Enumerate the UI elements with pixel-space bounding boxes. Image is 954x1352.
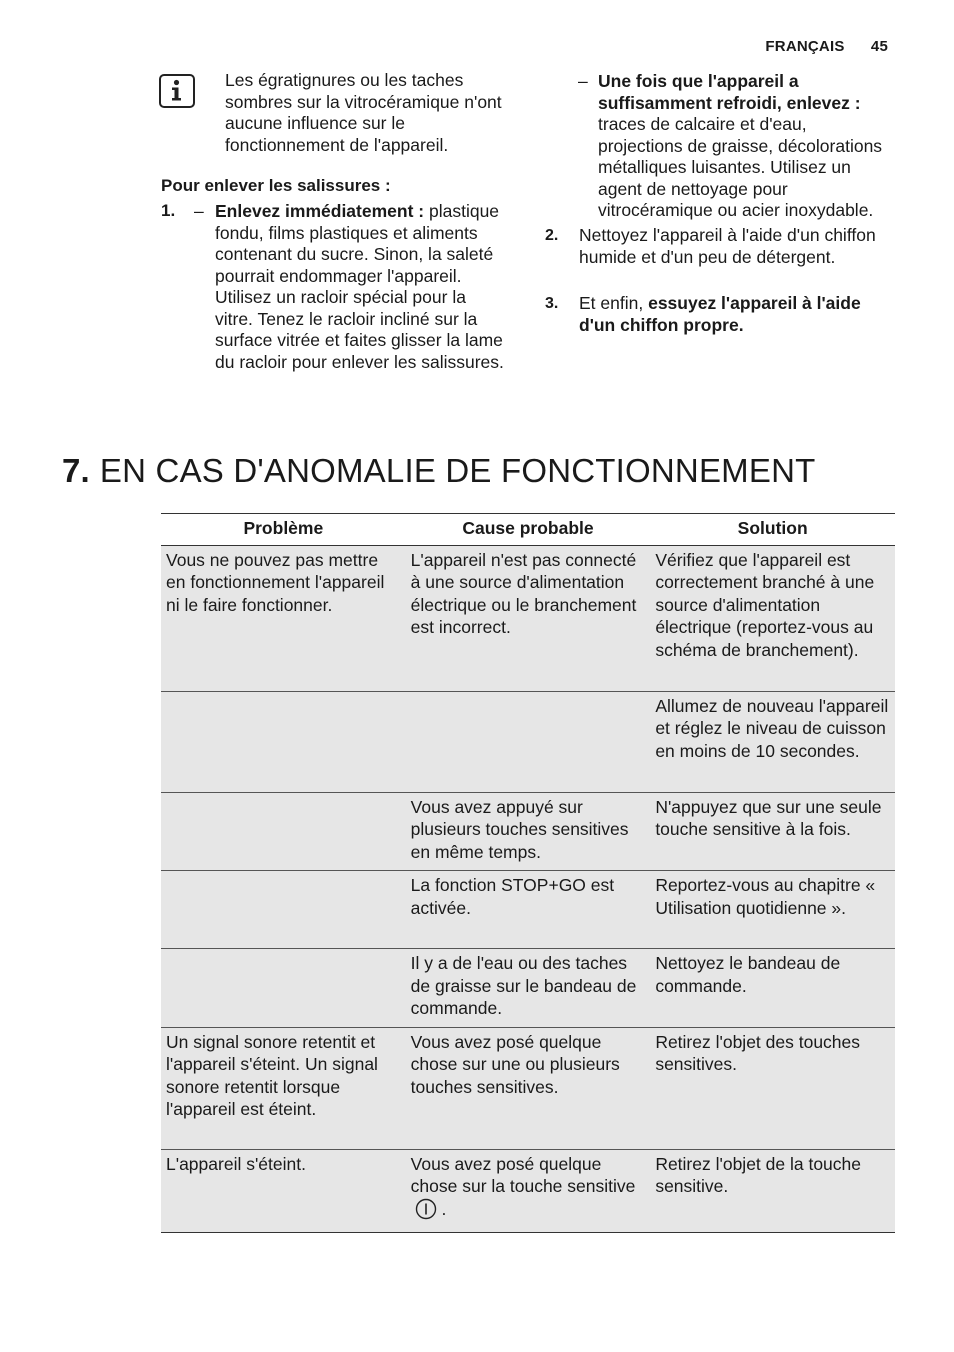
step-3-text <box>579 293 897 336</box>
step-1-number: 1. <box>161 201 176 220</box>
cell-cause-suffix: . <box>441 1198 447 1219</box>
cell-problem: Vous ne pouvez pas mettre en fonctionnement l'appareil ni le faire fonctionner. <box>161 545 406 691</box>
table-row <box>161 1149 895 1233</box>
table-row <box>161 792 895 871</box>
cell-problem <box>161 792 406 871</box>
step-1b-body: traces de calcaire et d'eau, projections de graisse, décolorations métalliques luisantes. Utilisez un agent de nettoyage pour vitrocéramique ou acier inoxydable. <box>598 114 883 220</box>
step-3-bold: essuyez l'appareil à l'aide d'un chiffon propre. <box>579 293 861 335</box>
cell-solution: Vérifiez que l'appareil est correctement branché à une source d'alimentation électrique (reportez-vous au schéma de branchement). <box>650 545 895 691</box>
section-title-text: EN CAS D'ANOMALIE DE FONCTIONNEMENT <box>99 452 816 489</box>
cell-problem <box>161 691 406 792</box>
step-1b-dash: – <box>578 71 588 91</box>
cell-problem <box>161 871 406 949</box>
cell-cause: Il y a de l'eau ou des taches de graisse sur le bandeau de commande. <box>406 949 651 1028</box>
cell-cause: La fonction STOP+GO est activée. <box>406 871 651 949</box>
page-header <box>765 38 888 55</box>
header-language: FRANÇAIS <box>765 38 845 55</box>
cell-cause: Vous avez appuyé sur plusieurs touches sensitives en même temps. <box>406 792 651 871</box>
cell-solution: N'appuyez que sur une seule touche sensitive à la fois. <box>650 792 895 871</box>
step-2-text: Nettoyez l'appareil à l'aide d'un chiffon humide et d'un peu de détergent. <box>579 225 876 267</box>
troubleshooting-table <box>161 513 895 1233</box>
cell-problem <box>161 949 406 1028</box>
step-1-bold: Enlevez immédiatement : <box>215 201 425 221</box>
cleaning-subheading: Pour enlever les salissures : <box>161 176 391 195</box>
power-icon <box>415 1198 437 1226</box>
header-cause: Cause probable <box>406 514 651 546</box>
table-row <box>161 691 895 792</box>
step-1b-bold: Une fois que l'appareil a suffisamment refroidi, enlevez : <box>598 71 861 113</box>
step-3-number: 3. <box>545 295 559 312</box>
step-2-number: 2. <box>545 227 559 244</box>
step-1-text <box>215 201 507 373</box>
section-number: 7. <box>62 452 90 489</box>
header-solution: Solution <box>650 514 895 546</box>
header-problem: Problème <box>161 514 406 546</box>
cell-cause-text: Vous avez posé quelque chose sur la touche sensitive <box>410 1153 636 1196</box>
cell-solution: Reportez-vous au chapitre « Utilisation quotidienne ». <box>650 871 895 949</box>
cell-cause <box>406 691 651 792</box>
table-row <box>161 871 895 949</box>
table-row <box>161 545 895 691</box>
info-note-text: Les égratignures ou les taches sombres sur la vitrocéramique n'ont aucune influence sur le fonctionnement de l'appareil. <box>225 70 502 155</box>
info-icon <box>159 74 195 108</box>
cell-cause <box>406 1149 651 1233</box>
table-row <box>161 1027 895 1149</box>
cell-solution: Allumez de nouveau l'appareil et réglez le niveau de cuisson en moins de 10 secondes. <box>650 691 895 792</box>
cell-cause: Vous avez posé quelque chose sur une ou plusieurs touches sensitives. <box>406 1027 651 1149</box>
step-1b-text <box>598 71 888 222</box>
section-title <box>62 452 815 490</box>
step-3-prefix: Et enfin, <box>579 293 644 313</box>
cell-solution: Retirez l'objet des touches sensitives. <box>650 1027 895 1149</box>
table-row <box>161 949 895 1028</box>
table-header-row <box>161 514 895 546</box>
step-1-body: plastique fondu, films plastiques et aliments contenant du sucre. Sinon, la saleté pourrait endommager l'appareil. Utilisez un racloir spécial pour la vitre. Tenez le racloir incliné sur la surface vitrée et faites glisser la lame du racloir pour enlever les salissures. <box>215 201 504 372</box>
cell-problem: L'appareil s'éteint. <box>161 1149 406 1233</box>
cell-cause: L'appareil n'est pas connecté à une source d'alimentation électrique ou le branchement est incorrect. <box>406 545 651 691</box>
step-1-dash: – <box>194 201 204 221</box>
cell-problem: Un signal sonore retentit et l'appareil s'éteint. Un signal sonore retentit lorsque l'appareil est éteint. <box>161 1027 406 1149</box>
page-number: 45 <box>870 38 888 55</box>
cell-solution: Nettoyez le bandeau de commande. <box>650 949 895 1028</box>
cell-solution: Retirez l'objet de la touche sensitive. <box>650 1149 895 1233</box>
